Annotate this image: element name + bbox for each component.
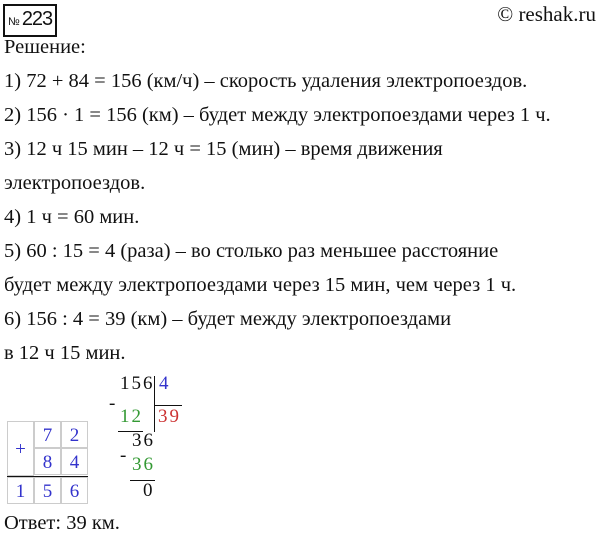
solution-line: в 12 ч 15 мин. (4, 342, 126, 364)
answer: Ответ: 39 км. (4, 512, 120, 534)
solution-title: Решение: (4, 36, 86, 58)
remainder: 0 (143, 480, 155, 501)
subtrahend: 36 (132, 454, 155, 475)
digit: 5 (34, 477, 61, 504)
digit: 4 (61, 448, 88, 475)
plus-sign: + (7, 421, 34, 476)
remainder: 36 (132, 430, 155, 451)
solution-line: 5) 60 : 15 = 4 (раза) – во столько раз меньшее расстояние (4, 240, 499, 262)
solution-line: электропоездов. (4, 172, 146, 194)
digit: 7 (34, 421, 61, 448)
digit: 8 (34, 448, 61, 475)
task-number: № 223 (3, 4, 57, 37)
dividend: 156 (120, 373, 155, 394)
solution-line: 2) 156 · 1 = 156 (км) – будет между электропоездами через 1 ч. (4, 104, 551, 126)
solution-line: 3) 12 ч 15 мин – 12 ч = 15 (мин) – время движения (4, 138, 443, 160)
divisor: 4 (159, 373, 171, 394)
solution-line: 6) 156 : 4 = 39 (км) – будет между электропоездами (4, 308, 452, 330)
minus: - (109, 393, 118, 414)
division-bar (154, 376, 155, 432)
digit: 1 (7, 477, 34, 504)
quotient: 39 (158, 406, 181, 427)
solution-line: 1) 72 + 84 = 156 (км/ч) – скорость удаления электропоездов. (4, 70, 528, 92)
subtrahend: 12 (120, 406, 143, 427)
solution-line: будет между электропоездами через 15 мин, чем через 1 ч. (4, 274, 517, 296)
digit: 2 (61, 421, 88, 448)
solution-line: 4) 1 ч = 60 мин. (4, 206, 140, 228)
minus: - (120, 445, 129, 466)
copyright: © reshak.ru (497, 2, 596, 26)
digit: 6 (61, 477, 88, 504)
